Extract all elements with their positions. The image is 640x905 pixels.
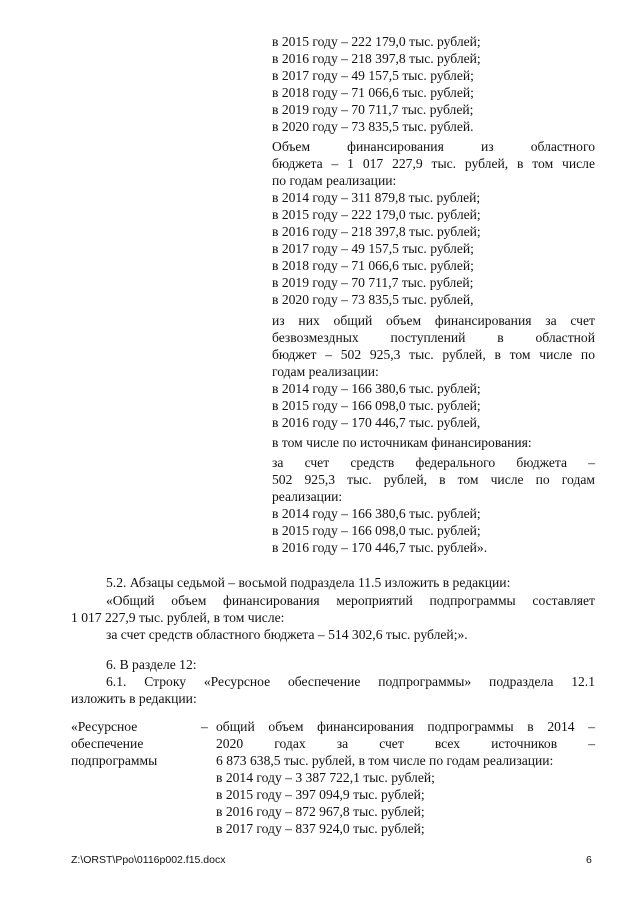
column-line: бюджета – 1 017 227,9 тыс. рублей, в том числе — [272, 156, 595, 171]
column-line: годам реализации: — [272, 364, 379, 379]
row-value-line: в 2017 году – 837 924,0 тыс. рублей; — [216, 821, 425, 836]
column-line: в 2014 году – 311 879,8 тыс. рублей; — [272, 190, 481, 205]
column-line: в 2019 году – 70 711,7 тыс. рублей; — [272, 102, 474, 117]
column-line: в 2020 году – 73 835,5 тыс. рублей. — [272, 119, 474, 134]
column-line: в 2016 году – 170 446,7 тыс. рублей». — [272, 540, 488, 555]
row-label-line: обеспечение — [71, 736, 144, 751]
column-line: из них общий объем финансирования за счет — [272, 313, 595, 328]
quote-line: «Общий объем финансирования мероприятий подпрограммы составляет — [106, 593, 595, 608]
page-number: 6 — [586, 854, 592, 866]
column-line: в 2015 году – 222 179,0 тыс. рублей; — [272, 34, 481, 49]
row-value-line: в 2015 году – 397 094,9 тыс. рублей; — [216, 787, 425, 802]
row-value-line: общий объем финансирования подпрограммы в 2014 – — [216, 719, 595, 734]
row-label-line: «Ресурсное — [71, 719, 138, 734]
column-line: в 2016 году – 170 446,7 тыс. рублей, — [272, 415, 481, 430]
column-line: в 2016 году – 218 397,8 тыс. рублей; — [272, 224, 481, 239]
column-line: в 2014 году – 166 380,6 тыс. рублей; — [272, 381, 481, 396]
column-line: 502 925,3 тыс. рублей, в том числе по годам — [272, 472, 595, 487]
row-value-line: в 2014 году – 3 387 722,1 тыс. рублей; — [216, 770, 435, 785]
row-dash: – — [201, 719, 208, 734]
section-5-2-heading: 5.2. Абзацы седьмой – восьмой подраздела 11.5 изложить в редакции: — [106, 575, 511, 590]
row-value-line: в 2016 году – 872 967,8 тыс. рублей; — [216, 804, 425, 819]
column-line: в 2017 году – 49 157,5 тыс. рублей; — [272, 68, 474, 83]
footer-file-path: Z:\ORST\Ppo\0116p002.f15.docx — [71, 854, 226, 866]
column-line: в 2019 году – 70 711,7 тыс. рублей; — [272, 275, 474, 290]
column-line: Объем финансирования из областного — [272, 139, 595, 154]
row-value-line: 2020 годах за счет всех источников – — [216, 736, 595, 751]
row-label-line: подпрограммы — [71, 753, 158, 768]
column-line: в том числе по источникам финансирования: — [272, 435, 532, 450]
column-line: в 2014 году – 166 380,6 тыс. рублей; — [272, 506, 481, 521]
column-line: в 2016 году – 218 397,8 тыс. рублей; — [272, 51, 481, 66]
column-line: в 2015 году – 166 098,0 тыс. рублей; — [272, 523, 481, 538]
quote-line: за счет средств областного бюджета – 514 302,6 тыс. рублей;». — [106, 627, 468, 642]
item-6-1-line: изложить в редакции: — [71, 691, 197, 706]
column-line: в 2018 году – 71 066,6 тыс. рублей; — [272, 85, 474, 100]
column-line: в 2015 году – 222 179,0 тыс. рублей; — [272, 207, 481, 222]
column-line: в 2015 году – 166 098,0 тыс. рублей; — [272, 398, 481, 413]
column-line: в 2020 году – 73 835,5 тыс. рублей, — [272, 292, 474, 307]
column-line: бюджет – 502 925,3 тыс. рублей, в том числе по — [272, 347, 595, 362]
column-line: реализации: — [272, 489, 343, 504]
quote-line: 1 017 227,9 тыс. рублей, в том числе: — [71, 610, 285, 625]
section-6-heading: 6. В разделе 12: — [106, 657, 197, 672]
column-line: безвозмездных поступлений в областной — [272, 330, 595, 345]
column-line: в 2018 году – 71 066,6 тыс. рублей; — [272, 258, 474, 273]
column-line: в 2017 году – 49 157,5 тыс. рублей; — [272, 241, 474, 256]
column-line: по годам реализации: — [272, 173, 397, 188]
item-6-1-line: 6.1. Строку «Ресурсное обеспечение подпрограммы» подраздела 12.1 — [106, 674, 595, 689]
column-line: за счет средств федерального бюджета – — [272, 455, 595, 470]
row-value-line: 6 873 638,5 тыс. рублей, в том числе по годам реализации: — [216, 753, 554, 768]
